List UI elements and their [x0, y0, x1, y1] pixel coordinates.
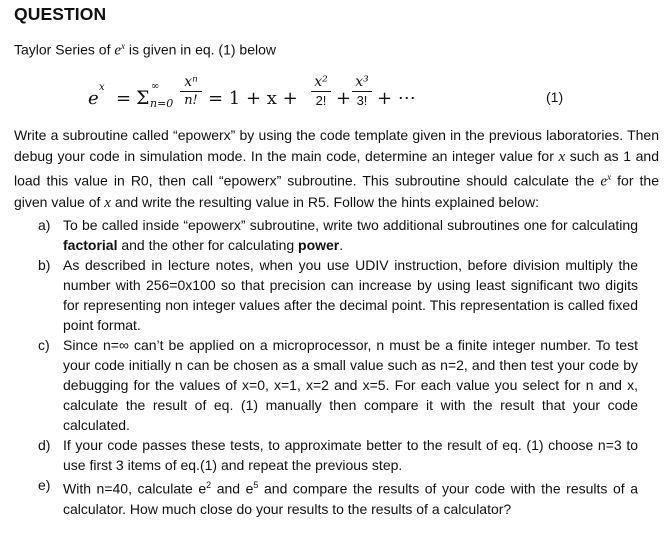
eq-sum-sub: n=0 [150, 97, 174, 110]
eq-frac-1-num: xⁿ [184, 74, 198, 90]
eq-frac-3-num: x³ [355, 74, 369, 90]
eq-series-start: = 1 + x + [208, 88, 298, 109]
instruction-paragraph [14, 125, 659, 214]
eq-sum-sup: ∞ [151, 81, 160, 92]
paragraph-sup: x [607, 172, 612, 182]
hint-item-c [38, 335, 638, 435]
intro-before: Taylor Series of [14, 41, 115, 58]
hint-marker-b: b) [38, 257, 51, 273]
eq-lhs-sup: x [99, 82, 105, 93]
paragraph-text-1: Write a subroutine called “epowerx” by using the code template given in the previous laboratories. Then debug your code in simulation mode. In the main code, determine an integer value for [14, 127, 659, 164]
hint-a-part-1: To be called inside “epowerx” subroutine, write two additional subroutines one for calculating [63, 217, 638, 233]
hints-list [38, 215, 638, 519]
eq-frac-3 [352, 74, 372, 108]
eq-frac-2-den: 2! [315, 93, 327, 108]
hint-text-b: As described in lecture notes, when you use UDIV instruction, before division multiply the number with 256=0x100 so that precision can increase by using least significant two digits for representing non integer values after the decimal point. This representation is called fixed point format. [63, 257, 638, 333]
paragraph-text-4: and write the resulting value in R5. Follow the hints explained below: [110, 194, 539, 211]
question-heading: QUESTION [14, 4, 107, 24]
eq-tail: + ⋯ [377, 88, 416, 109]
hint-e-part-2: and e [211, 480, 254, 497]
hint-e-part-3: and compare the results of your code with the results of a calculator. How much close do your results to the results of a calculator? [63, 480, 638, 517]
intro-e: e [114, 42, 122, 59]
hint-e-part-1: With n=40, calculate e [63, 480, 207, 497]
paragraph-x-1: x [558, 148, 566, 165]
intro-line [14, 41, 276, 60]
eq-frac-2-num: x² [314, 74, 328, 90]
hint-text-a [63, 215, 638, 255]
paragraph-text-2: such as 1 and load this value in R0, then call “epowerx” subroutine. This subroutine should calculate the [14, 147, 660, 189]
intro-sup: x [121, 41, 126, 51]
hint-item-d [38, 435, 638, 475]
hint-item-b [38, 255, 638, 335]
hint-a-bold-factorial: factorial [63, 237, 118, 253]
hint-marker-c: c) [38, 337, 50, 353]
eq-frac-1-bar [180, 91, 202, 92]
eq-sigma: Σ [136, 87, 150, 109]
hint-marker-d: d) [38, 437, 51, 453]
intro-after: is given in eq. (1) below [125, 41, 277, 58]
hint-marker-e: e) [38, 477, 51, 493]
hint-a-part-3: . [339, 237, 344, 253]
hint-a-part-2: and the other for calculating [117, 237, 299, 253]
eq-plus-1: + [336, 88, 352, 109]
hint-a-bold-power: power [298, 237, 340, 253]
hint-item-e [38, 475, 638, 519]
eq-frac-1-den: n! [184, 93, 198, 108]
hint-e-sup-2: 5 [253, 480, 259, 490]
hint-marker-a: a) [38, 217, 51, 233]
eq-frac-3-den: 3! [356, 93, 368, 108]
hint-item-a [38, 215, 638, 255]
hint-text-c: Since n=∞ can’t be applied on a microprocessor, n must be a finite integer number. To test your code initially n can be chosen as a small value such as n=2, and then test your code by debugging for the values of x=0, x=1, x=2 and x=5. For each value you select for n and x, calculate the result of eq. (1) manually then compare it with the result that your code calculated. [63, 337, 638, 433]
eq-frac-2 [311, 74, 331, 108]
paragraph-x-2: x [104, 195, 111, 212]
eq-frac-3-bar [352, 91, 372, 92]
hint-text-d: If your code passes these tests, to approximate better to the result of eq. (1) choose n=3 to use first 3 items of eq.(1) and repeat the previous step. [63, 437, 638, 473]
eq-frac-1 [180, 74, 202, 108]
equation-number: (1) [546, 89, 564, 105]
paragraph-text-3: for the given value of [14, 172, 659, 211]
hint-e-sup-1: 2 [206, 480, 212, 490]
eq-equals-1: = [116, 88, 132, 109]
eq-lhs-e: e [88, 88, 99, 109]
paragraph-e: e [600, 173, 608, 190]
eq-frac-2-bar [311, 91, 331, 92]
taylor-equation [88, 74, 588, 124]
hint-text-e [63, 475, 638, 519]
